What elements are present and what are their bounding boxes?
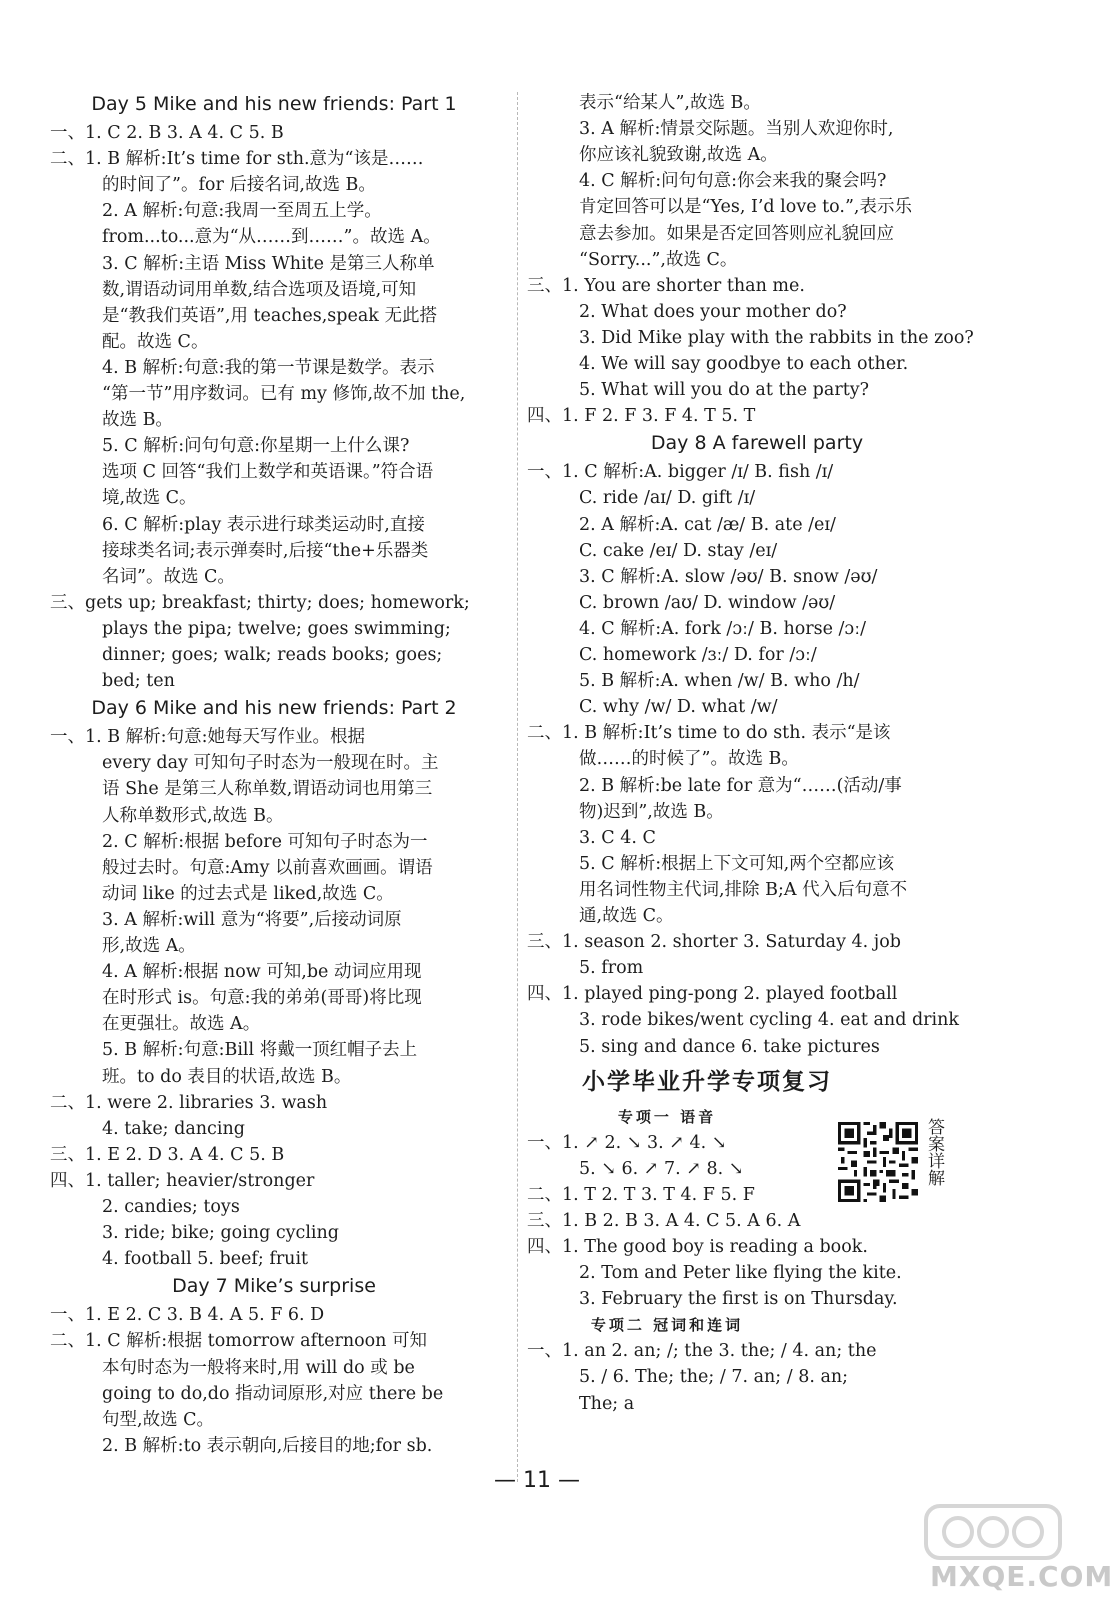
question-group-line: 四、1. F 2. F 3. F 4. T 5. T	[527, 406, 756, 427]
answer-line: 用名词性物主代词,排除 B;A 代入后句意不	[579, 879, 908, 900]
answer-line: 5. B 解析:A. when /w/ B. who /h/	[579, 671, 860, 692]
answer-line: 动词 like 的过去式是 liked,故选 C。	[102, 883, 394, 904]
section-heading: Day 7 Mike’s surprise	[172, 1275, 376, 1298]
qr-code-icon[interactable]	[838, 1122, 918, 1202]
answer-line: 4. football 5. beef; fruit	[102, 1249, 309, 1270]
answer-line: 物)迟到”,故选 B。	[579, 801, 724, 822]
answer-line: 3. A 解析:will 意为“将要”,后接动词原	[102, 909, 402, 930]
question-group-line: 二、1. B 解析:It’s time for sth.意为“该是……	[50, 149, 424, 170]
answer-line: 人称单数形式,故选 B。	[102, 805, 284, 826]
answer-line: 2. A 解析:A. cat /æ/ B. ate /eɪ/	[579, 514, 836, 535]
answer-line: from...to...意为“从……到……”。故选 A。	[102, 227, 441, 248]
answer-line: 5. B 解析:句意:Bill 将戴一顶红帽子去上	[102, 1040, 418, 1061]
question-group-line: 四、1. The good boy is reading a book.	[527, 1237, 868, 1257]
answer-line: 3. February the first is on Thursday.	[579, 1289, 898, 1310]
question-group-line: 一、1. C 解析:A. bigger /ɪ/ B. fish /ɪ/	[527, 462, 834, 483]
answer-line: 意去参加。如果是否定回答则应礼貌回应	[579, 223, 894, 244]
answer-line: 是“教我们英语”,用 teaches,speak 无此搭	[102, 305, 437, 326]
question-group-line: 三、1. B 2. B 3. A 4. C 5. A 6. A	[527, 1210, 801, 1231]
answer-line: 通,故选 C。	[579, 906, 674, 926]
question-group-line: 二、1. T 2. T 3. T 4. F 5. F	[527, 1184, 755, 1205]
answer-line: C. why /w/ D. what /w/	[579, 697, 778, 718]
answer-line: 6. C 解析:play 表示进行球类运动时,直接	[102, 514, 425, 535]
answer-line: C. brown /aʊ/ D. window /əʊ/	[579, 592, 836, 613]
question-group-line: 一、1. B 解析:句意:她每天写作业。根据	[50, 727, 365, 748]
answer-line: 5. C 解析:问句句意:你星期一上什么课?	[102, 436, 410, 457]
answer-line: 你应该礼貌致谢,故选 A。	[579, 145, 778, 166]
answer-line: 名词”。故选 C。	[102, 566, 235, 587]
answer-line: dinner; goes; walk; reads books; goes;	[102, 645, 443, 665]
answer-line: 5. What will you do at the party?	[579, 380, 869, 401]
topic-heading: 专项二 冠词和连词	[590, 1316, 744, 1335]
answer-line: 4. A 解析:根据 now 可知,be 动词应用现	[102, 962, 422, 983]
answer-line: 在时形式 is。句意:我的弟弟(哥哥)将比现	[102, 988, 422, 1009]
answer-line: 班。to do 表目的状语,故选 B。	[102, 1066, 352, 1087]
answer-line: 2. B 解析:to 表示朝向,后接目的地;for sb.	[102, 1435, 433, 1456]
question-group-line: 一、1. ↗ 2. ↘ 3. ↗ 4. ↘	[527, 1132, 727, 1153]
answer-line: 2. C 解析:根据 before 可知句子时态为一	[102, 831, 428, 852]
section-heading: Day 5 Mike and his new friends: Part 1	[91, 93, 457, 115]
answer-line: 数,谓语动词用单数,结合选项及语境,可知	[102, 279, 417, 300]
question-group-line: 四、1. played ping-pong 2. played football	[527, 984, 898, 1005]
answer-line: 形,故选 A。	[102, 936, 196, 956]
answer-line: 3. C 4. C	[579, 827, 656, 848]
answer-line: 的时间了”。for 后接名词,故选 B。	[102, 175, 376, 196]
answer-line: 2. Tom and Peter like flying the kite.	[579, 1263, 902, 1284]
answer-line: 2. What does your mother do?	[579, 301, 847, 322]
answer-line: 3. A 解析:情景交际题。当别人欢迎你时,	[579, 119, 894, 140]
answer-line: “第一节”用序数词。已有 my 修饰,故不加 the,	[102, 384, 466, 404]
answer-line: 4. C 解析:A. fork /ɔː/ B. horse /ɔː/	[579, 618, 867, 639]
question-group-line: 三、1. E 2. D 3. A 4. C 5. B	[50, 1144, 285, 1165]
answer-line: 2. B 解析:be late for 意为“……(活动/事	[579, 775, 902, 796]
answer-line: 般过去时。句意:Amy 以前喜欢画画。谓语	[102, 857, 433, 878]
question-group-line: 三、1. You are shorter than me.	[527, 275, 805, 296]
answer-line: 配。故选 C。	[102, 331, 209, 352]
answer-line: C. cake /eɪ/ D. stay /eɪ/	[579, 540, 778, 561]
answer-line: The; a	[579, 1393, 635, 1414]
answer-line: 4. C 解析:问句句意:你会来我的聚会吗?	[579, 171, 887, 192]
answer-line: every day 可知句子时态为一般现在时。主	[102, 753, 439, 774]
answer-line: 故选 B。	[102, 410, 173, 431]
part-title: 小学毕业升学专项复习	[582, 1068, 832, 1095]
question-group-line: 一、1. an 2. an; /; the 3. the; / 4. an; the	[527, 1341, 877, 1362]
answer-line: 3. rode bikes/went cycling 4. eat and drink	[579, 1010, 959, 1031]
answer-line: plays the pipa; twelve; goes swimming;	[102, 618, 451, 639]
question-group-line: 三、1. season 2. shorter 3. Saturday 4. job	[527, 932, 901, 953]
topic-heading: 专项一 语音	[617, 1107, 717, 1126]
answer-line: 2. A 解析:句意:我周一至周五上学。	[102, 201, 382, 222]
answer-line: 表示“给某人”,故选 B。	[579, 93, 761, 113]
section-heading: Day 6 Mike and his new friends: Part 2	[91, 697, 457, 720]
watermark-text: MXQE.COM	[930, 1560, 1113, 1593]
answer-line: “Sorry...”,故选 C。	[579, 249, 738, 270]
column-divider	[517, 92, 518, 1482]
page-number: — 11 —	[494, 1468, 580, 1493]
answer-line: 3. C 解析:A. slow /əʊ/ B. snow /əʊ/	[579, 566, 878, 587]
answer-line: 肯定回答可以是“Yes, I’d love to.”,表示乐	[579, 197, 912, 218]
qr-code-label: 答案详解	[924, 1118, 944, 1186]
answer-line: 5. ↘ 6. ↗ 7. ↗ 8. ↘	[579, 1158, 744, 1179]
section-heading: Day 8 A farewell party	[650, 432, 864, 455]
answer-line: C. homework /ɜː/ D. for /ɔː/	[579, 645, 817, 665]
answer-line: 3. ride; bike; going cycling	[102, 1223, 339, 1244]
question-group-line: 三、gets up; breakfast; thirty; does; homework;	[50, 592, 470, 613]
answer-line: 3. Did Mike play with the rabbits in the zoo?	[579, 327, 974, 348]
answer-line: 接球类名词;表示弹奏时,后接“the+乐器类	[102, 540, 429, 561]
answer-line: 3. C 解析:主语 Miss White 是第三人称单	[102, 253, 435, 274]
answer-line: 4. We will say goodbye to each other.	[579, 354, 909, 374]
question-group-line: 四、1. taller; heavier/stronger	[50, 1170, 315, 1191]
answer-line: 4. take; dancing	[102, 1118, 245, 1139]
answer-line: 4. B 解析:句意:我的第一节课是数学。表示	[102, 357, 435, 378]
answer-line: C. ride /aɪ/ D. gift /ɪ/	[579, 488, 756, 509]
answer-line: 2. candies; toys	[102, 1197, 240, 1217]
question-group-line: 二、1. were 2. libraries 3. wash	[50, 1092, 328, 1113]
question-group-line: 二、1. B 解析:It’s time to do sth. 表示“是该	[527, 723, 891, 744]
answer-line: 境,故选 C。	[102, 488, 197, 509]
question-group-line: 一、1. E 2. C 3. B 4. A 5. F 6. D	[50, 1305, 325, 1326]
answer-line: 5. / 6. The; the; / 7. an; / 8. an;	[579, 1367, 849, 1388]
answer-line: 本句时态为一般将来时,用 will do 或 be	[102, 1357, 415, 1378]
answer-line: 5. C 解析:根据上下文可知,两个空都应该	[579, 853, 895, 874]
answer-line: 5. sing and dance 6. take pictures	[579, 1036, 880, 1057]
answer-line: 句型,故选 C。	[102, 1409, 215, 1430]
answer-line: bed; ten	[102, 671, 175, 692]
answer-line: 做……的时候了”。故选 B。	[579, 749, 799, 770]
answer-line: 5. from	[579, 958, 644, 979]
question-group-line: 二、1. C 解析:根据 tomorrow afternoon 可知	[50, 1331, 428, 1352]
answer-line: 语 She 是第三人称单数,谓语动词也用第三	[102, 779, 433, 800]
question-group-line: 一、1. C 2. B 3. A 4. C 5. B	[50, 123, 284, 143]
answer-line: going to do,do 指动词原形,对应 there be	[102, 1383, 444, 1404]
answer-line: 在更强壮。故选 A。	[102, 1014, 261, 1035]
answer-line: 选项 C 回答“我们上数学和英语课。”符合语	[102, 462, 434, 483]
